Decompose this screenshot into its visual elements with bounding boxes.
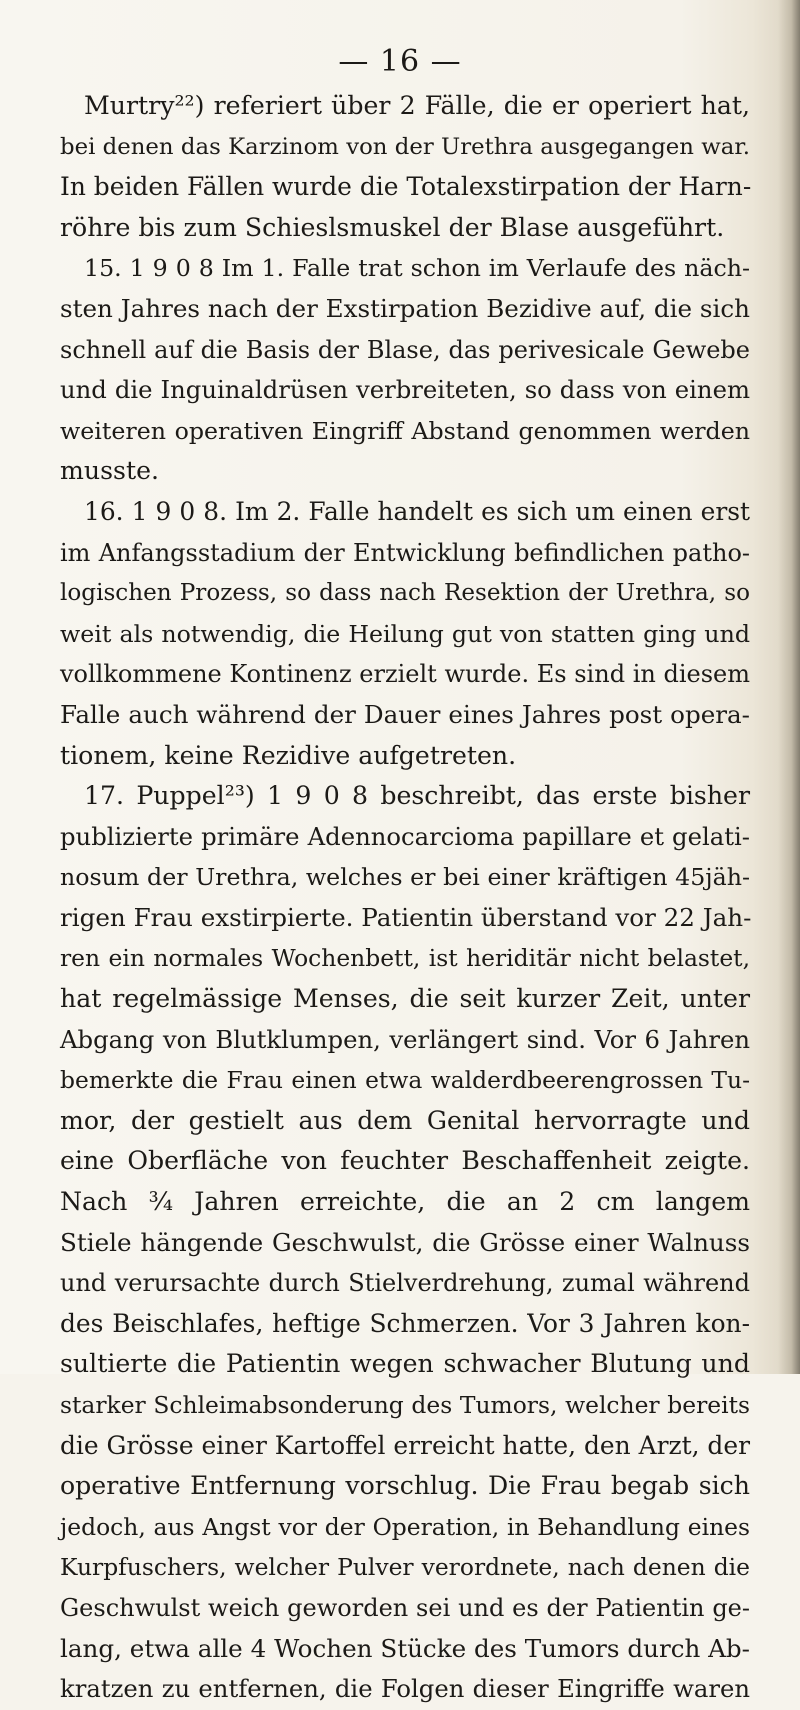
text-line: Falle auch während der Dauer eines Jahres post opera- [60,699,750,729]
text-line: röhre bis zum Schieslsmuskel der Blase ausgeführt. [60,212,725,242]
text-line: des Beischlafes, heftige Schmerzen. Vor 3 Jahren kon- [60,1308,750,1338]
text-line: lang, etwa alle 4 Wochen Stücke des Tumors durch Ab- [60,1633,750,1663]
text-line: bei denen das Karzinom von der Urethra ausgegangen war. [60,133,750,160]
text-line: starker Schleimabsonderung des Tumors, welcher bereits [60,1391,750,1419]
text-line: weiteren operativen Eingriff Abstand genommen werden [60,416,750,445]
text-line: 17. Puppel²³) 1 9 0 8 beschreibt, das erste bisher [84,781,750,811]
page-number: — 16 — [338,44,462,79]
text-line: vollkommene Kontinenz erzielt wurde. Es sind in diesem [60,660,750,689]
text-line: 15. 1 9 0 8 Im 1. Falle trat schon im Verlaufe des näch- [84,254,750,283]
text-line: tionem, keine Rezidive aufgetreten. [60,740,517,770]
text-line: und verursachte durch Stielverdrehung, zumal während [60,1269,750,1298]
text-line: Geschwulst weich geworden sei und es der Patientin ge- [60,1593,750,1622]
text-line: ren ein normales Wochenbett, ist heriditär nicht belastet, [60,944,750,973]
body-text [60,86,750,1710]
text-line: sten Jahres nach der Exstirpation Bezidive auf, die sich [60,293,750,323]
text-line: nosum der Urethra, welches er bei einer kräftigen 45jäh- [60,863,750,892]
text-line: rigen Frau exstirpierte. Patientin überstand vor 22 Jah- [60,902,752,932]
text-line: mor, der gestielt aus dem Genital hervorragte und [60,1105,750,1135]
text-line: Murtry²²) referiert über 2 Fälle, die er operiert hat, [84,91,750,120]
text-line: operative Entfernung vorschlug. Die Frau begab sich [60,1471,750,1501]
text-line: Nach ¾ Jahren erreichte, die an 2 cm langem [60,1187,750,1217]
text-line: musste. [60,456,159,486]
text-line: Abgang von Blutklumpen, verlängert sind. Vor 6 Jahren [60,1024,750,1054]
text-line: weit als notwendig, die Heilung gut von statten ging und [60,619,750,648]
text-line: 16. 1 9 0 8. Im 2. Falle handelt es sich um einen erst [84,496,750,526]
text-line: sultierte die Patientin wegen schwacher Blutung und [60,1349,750,1379]
text-line: kratzen zu entfernen, die Folgen dieser Eingriffe waren [60,1674,750,1704]
text-line: hat regelmässige Menses, die seit kurzer Zeit, unter [60,984,750,1014]
text-line: publizierte primäre Adennocarcioma papillare et gelati- [60,821,750,851]
text-line: und die Inguinaldrüsen verbreiteten, so dass von einem [60,375,750,405]
page-gutter-shadow [778,0,800,1374]
text-line: Stiele hängende Geschwulst, die Grösse einer Walnuss [60,1227,750,1257]
text-line: schnell auf die Basis der Blase, das perivesicale Gewebe [60,335,750,364]
text-line: bemerkte die Frau einen etwa walderdbeerengrossen Tu- [60,1066,750,1095]
text-line: Kurpfuschers, welcher Pulver verordnete, nach denen die [60,1553,750,1582]
text-line: logischen Prozess, so dass nach Resektion der Urethra, so [60,580,750,607]
text-line: eine Oberfläche von feuchter Beschaffenheit zeigte. [60,1146,750,1176]
text-line: im Anfangsstadium der Entwicklung befindlichen patho- [60,538,750,567]
text-line: In beiden Fällen wurde die Totalexstirpation der Harn- [60,172,752,202]
text-line: jedoch, aus Angst vor der Operation, in Behandlung eines [60,1512,750,1541]
text-line: die Grösse einer Kartoffel erreicht hatte, den Arzt, der [60,1430,750,1460]
